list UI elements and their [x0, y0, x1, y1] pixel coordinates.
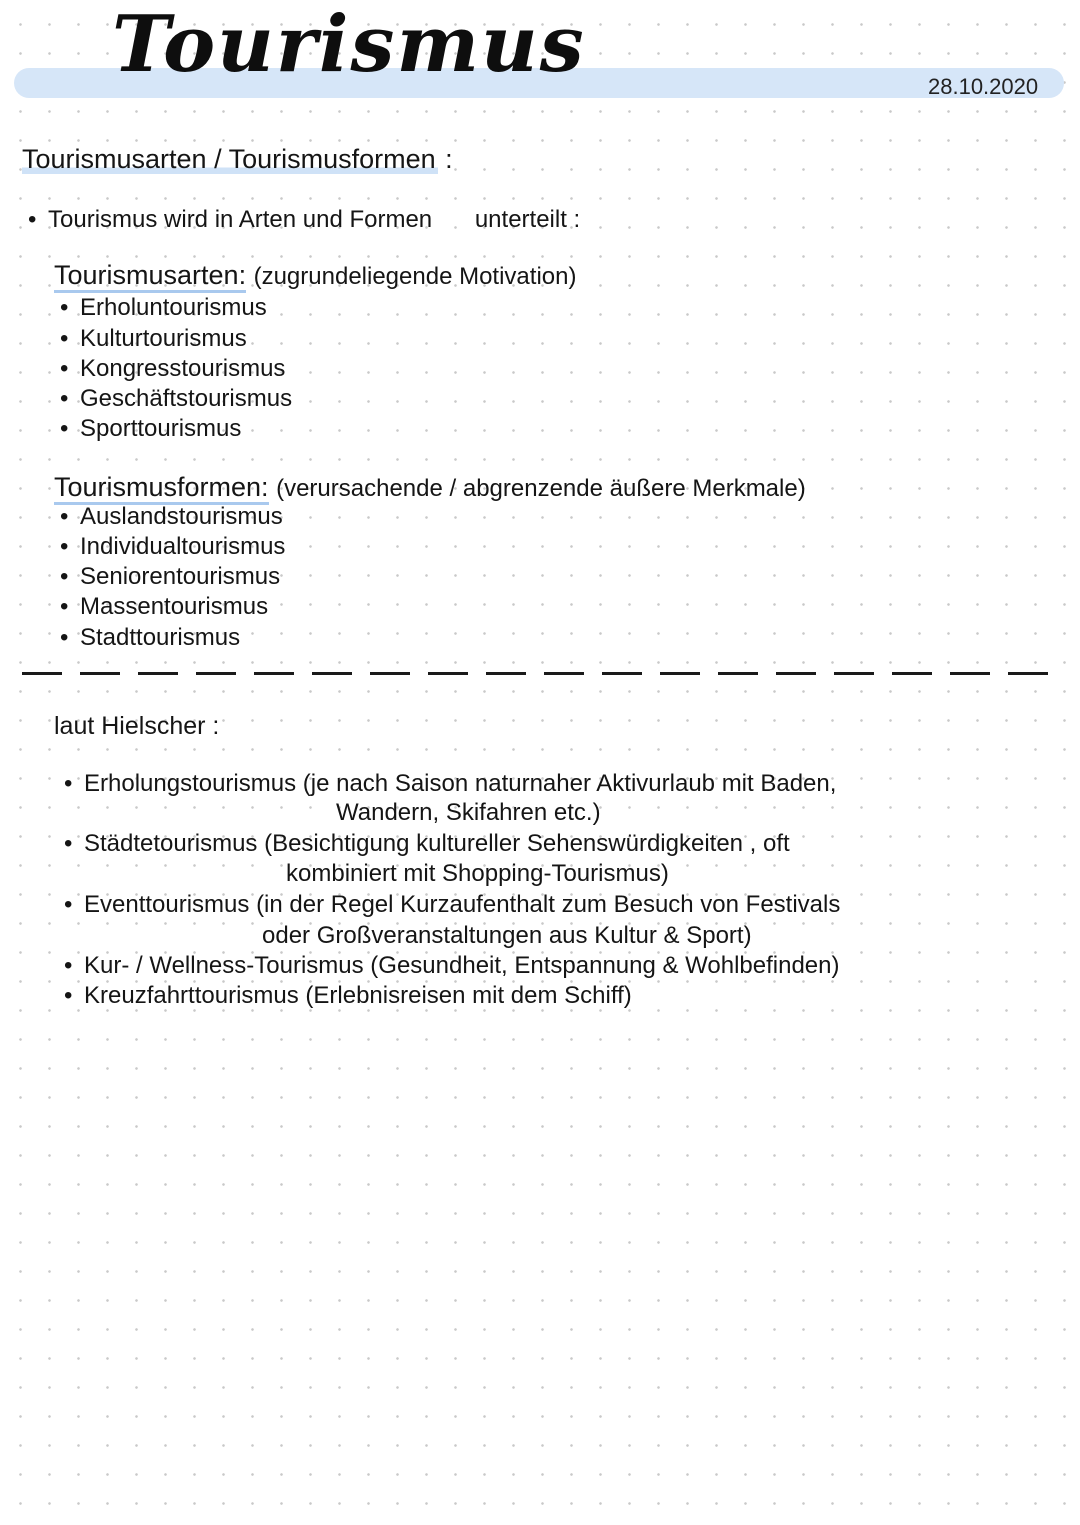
formen-label: Tourismusformen: [54, 472, 269, 505]
list-item: • Eventtourismus (in der Regel Kurzaufenthalt zum Besuch von Festivals [84, 893, 840, 917]
section-heading-colon: : [445, 144, 453, 174]
list-item-continuation: Wandern, Skifahren etc.) [336, 799, 601, 826]
arten-label: Tourismusarten: [54, 260, 246, 293]
intro-bullet-end: unterteilt : [474, 206, 581, 233]
arten-note: (zugrundeliegende Motivation) [253, 263, 577, 290]
list-item: • Auslandstourismus [80, 505, 283, 529]
dashed-divider [0, 672, 1080, 676]
intro-bullet [48, 208, 580, 232]
list-item: • Kongresstourismus [80, 357, 285, 381]
list-item: • Seniorentourismus [80, 565, 280, 589]
formen-heading [54, 474, 806, 501]
list-item-continuation: oder Großveranstaltungen aus Kultur & Sport) [262, 922, 752, 949]
list-item: • Massentourismus [80, 595, 268, 619]
hielscher-label: laut Hielscher : [54, 712, 220, 740]
list-item: • Städtetourismus (Besichtigung kultureller Sehenswürdigkeiten , oft [84, 832, 790, 856]
list-item: • Erholungstourismus (je nach Saison naturnaher Aktivurlaub mit Baden, [84, 772, 836, 796]
section-heading-text: Tourismusarten / Tourismusformen [22, 144, 436, 174]
page-title: Tourismus [112, 0, 586, 90]
page-date: 28.10.2020 [928, 74, 1039, 99]
list-item: • Individualtourismus [80, 535, 285, 559]
arten-heading [54, 262, 576, 289]
list-item: • Kulturtourismus [80, 327, 247, 351]
intro-bullet-text: Tourismus wird in Arten und Formen [48, 206, 433, 233]
section-heading [22, 146, 453, 173]
list-item: • Stadttourismus [80, 626, 240, 650]
list-item: • Geschäftstourismus [80, 387, 292, 411]
list-item: • Sporttourismus [80, 417, 241, 441]
list-item: • Kreuzfahrttourismus (Erlebnisreisen mit dem Schiff) [84, 984, 632, 1008]
list-item: • Kur- / Wellness-Tourismus (Gesundheit, Entspannung & Wohlbefinden) [84, 954, 840, 978]
list-item-continuation: kombiniert mit Shopping-Tourismus) [286, 860, 669, 887]
list-item: • Erholuntourismus [80, 296, 267, 320]
formen-note: (verursachende / abgrenzende äußere Merkmale) [276, 475, 806, 502]
